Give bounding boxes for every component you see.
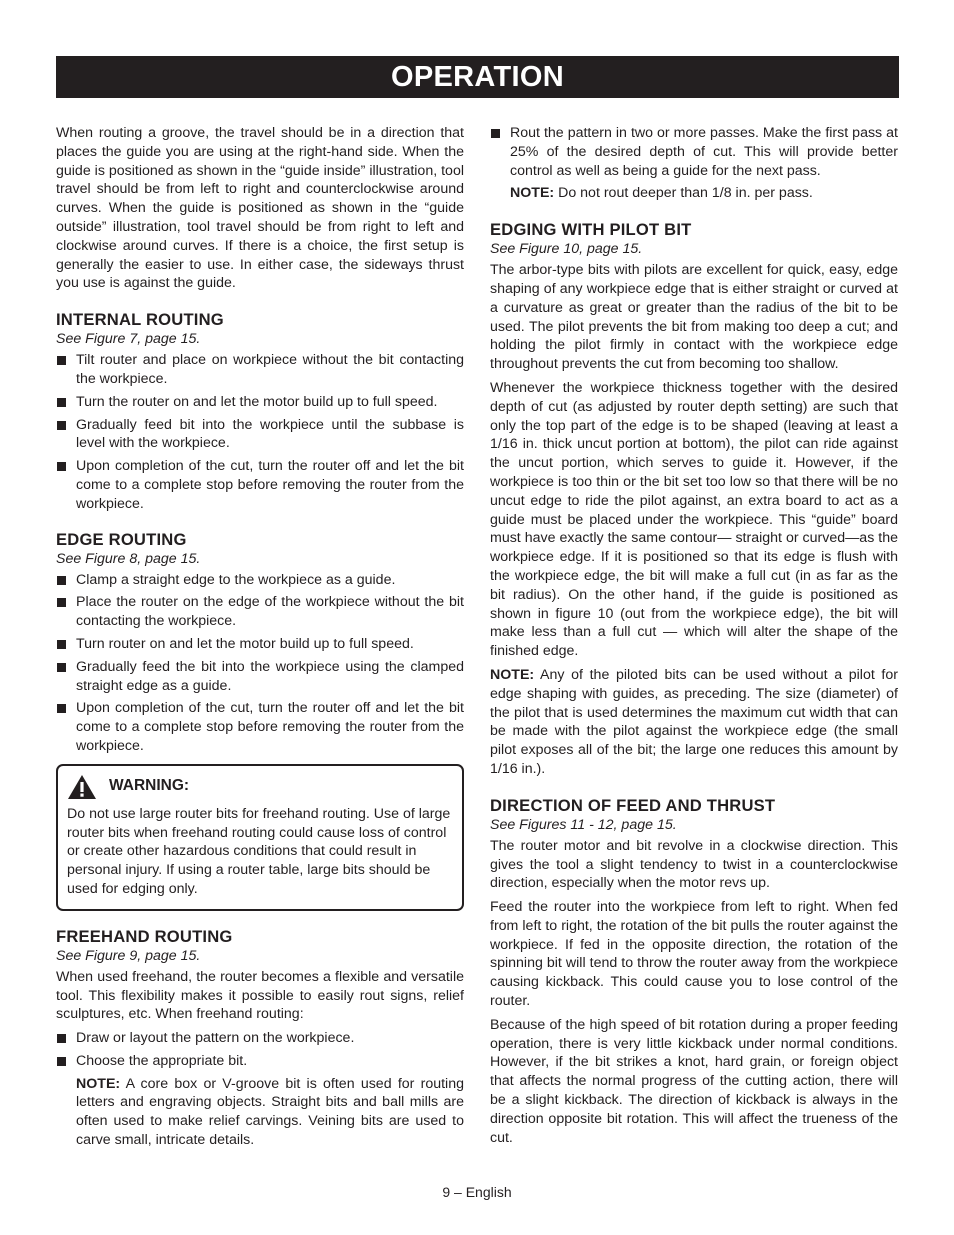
page-title: OPERATION	[56, 56, 899, 98]
list-item: Rout the pattern in two or more passes. Make the first pass at 25% of the desired depth of cut. This will provide better control as well as being a guide for the next pass.	[490, 124, 898, 180]
list-item: Tilt router and place on workpiece without the bit contacting the workpiece.	[56, 351, 464, 389]
left-column	[56, 124, 464, 1155]
list-item: Turn router on and let the motor build up to full speed.	[56, 635, 464, 654]
note-text: Do not rout deeper than 1/8 in. per pass.	[554, 185, 813, 202]
warning-title: WARNING:	[109, 777, 190, 795]
freehand-routing-heading: FREEHAND ROUTING	[56, 926, 233, 946]
list-item: Upon completion of the cut, turn the router off and let the bit come to a complete stop before removing the router from the workpiece.	[56, 699, 464, 755]
rout-passes-list	[490, 124, 898, 180]
direction-feed-paragraph-1: The router motor and bit revolve in a clockwise direction. This gives the tool a slight tendency to twist in a counterclockwise direction, especially when the motor revs up.	[490, 837, 898, 892]
edge-routing-heading: EDGE ROUTING	[56, 529, 187, 549]
internal-routing-figure-ref: See Figure 7, page 15.	[56, 331, 201, 348]
internal-routing-heading: INTERNAL ROUTING	[56, 310, 224, 330]
list-item: Place the router on the edge of the workpiece without the bit contacting the workpiece.	[56, 593, 464, 631]
warning-triangle-icon	[67, 774, 97, 800]
direction-feed-paragraph-2: Feed the router into the workpiece from left to right. When fed from left to right, the rotation of the bit pulls the router against the workpiece. If fed in the opposite direction, the rotation of the spinning bit will tend to throw the router away from the workpiece causing kickback. This could cause you to lose control of the router.	[490, 899, 898, 1010]
direction-feed-figure-ref: See Figures 11 - 12, page 15.	[490, 816, 677, 833]
intro-paragraph: When routing a groove, the travel should be in a direction that places the guide you are using at the right-hand side. When the guide is positioned as shown in the “guide inside” illustration, tool travel should be from left to right and counterclockwise around curves. When the guide is positioned as shown in the “guide outside” illustration, tool travel should be from right to left and clockwise around curves. If there is a choice, the first setup is generally the easier to use. In either case, the sideways thrust you use is against the guide.	[56, 125, 464, 292]
list-item: Turn the router on and let the motor build up to full speed.	[56, 393, 464, 412]
edging-pilot-paragraph-2: Whenever the workpiece thickness together with the desired depth of cut (as adjusted by router depth setting) are such that only the top part of the edge is to be shaped (leaving at least a 1/16 in. thick uncut portion at bottom), the pilot can ride against the uncut portion, which serves to guide it. However, if the workpiece is too thin or the bit set too low so that there will be no uncut edge to ride the pilot against, an extra board to act as a guide must be placed under the workpiece. This “guide” board must have exactly the same contour— straight or curved—as the workpiece edge. If it is positioned so that its edge is flush with the workpiece edge, the bit will make a full cut (in as far as the bit radius). On the other hand, if the guide is positioned as shown in figure 10 (out from the workpiece edge), the bit will make less than a full cut — which will alter the shape of the finished edge.	[490, 379, 898, 660]
list-item: Upon completion of the cut, turn the router off and let the bit come to a complete stop before removing the router from the workpiece.	[56, 457, 464, 513]
direction-feed-heading: DIRECTION OF FEED AND THRUST	[490, 795, 776, 815]
edge-routing-figure-ref: See Figure 8, page 15.	[56, 550, 201, 567]
warning-text: Do not use large router bits for freehand routing. Use of large router bits when freehand routing could cause loss of control or create other hazardous conditions that could result in personal injury. If using a router table, large bits should be used for edging only.	[67, 805, 451, 897]
edging-pilot-note	[490, 666, 898, 779]
note-label: NOTE:	[76, 1075, 121, 1092]
freehand-intro: When used freehand, the router becomes a flexible and versatile tool. This flexibility makes it possible to easily rout signs, relief sculptures, etc. When freehand routing:	[56, 968, 464, 1023]
warning-box	[56, 764, 464, 911]
edging-pilot-paragraph-1: The arbor-type bits with pilots are excellent for quick, easy, edge shaping of any workpiece edge that is either straight or curved at a curvature as great or greater than the radius of the bit to be used. The pilot prevents the bit from making too deep a cut; and holding the pilot firmly in contact with the workpiece edge throughout prevents the cut from becoming too shallow.	[490, 262, 898, 373]
edge-routing-list	[56, 571, 464, 756]
freehand-note	[56, 1075, 464, 1150]
note-text: A core box or V-groove bit is often used for routing letters and engraving objects. Straight bits and ball mills are often used to make relief carvings. Veining bits are used to carve small, intricate details.	[76, 1075, 464, 1149]
list-item: Gradually feed the bit into the workpiece using the clamped straight edge as a guide.	[56, 658, 464, 696]
direction-feed-paragraph-3: Because of the high speed of bit rotation during a proper feeding operation, there is very little kickback under normal conditions. However, if the bit strikes a knot, hard grain, or foreign object that affects the normal progress of the cutting action, there will be a slight kickback. The direction of kickback is always in the direction opposite bit rotation. This will affect the trueness of the cut.	[490, 1016, 898, 1146]
warning-header	[67, 774, 452, 800]
right-column	[490, 124, 898, 1152]
list-item: Choose the appropriate bit.	[56, 1052, 464, 1071]
edging-pilot-heading: EDGING WITH PILOT BIT	[490, 220, 692, 240]
note-text: Any of the piloted bits can be used without a pilot for edge shaping with guides, as preceding. The size (diameter) of the pilot that is used determines the maximum cut width that can be made with the pilot against the workpiece edge (the small pilot exposes all of the bit; the large one reduces this amount by 1/16 in.).	[490, 666, 898, 777]
edging-pilot-figure-ref: See Figure 10, page 15.	[490, 241, 643, 258]
list-item: Clamp a straight edge to the workpiece as a guide.	[56, 571, 464, 590]
page-footer: 9 – English	[442, 1184, 512, 1200]
list-item: Gradually feed bit into the workpiece until the subbase is level with the workpiece.	[56, 416, 464, 454]
note-label: NOTE:	[510, 185, 555, 202]
rout-note	[490, 184, 898, 203]
freehand-routing-figure-ref: See Figure 9, page 15.	[56, 947, 201, 964]
internal-routing-list	[56, 351, 464, 513]
freehand-routing-list	[56, 1029, 464, 1071]
note-label: NOTE:	[490, 666, 535, 683]
list-item: Draw or layout the pattern on the workpiece.	[56, 1029, 464, 1048]
